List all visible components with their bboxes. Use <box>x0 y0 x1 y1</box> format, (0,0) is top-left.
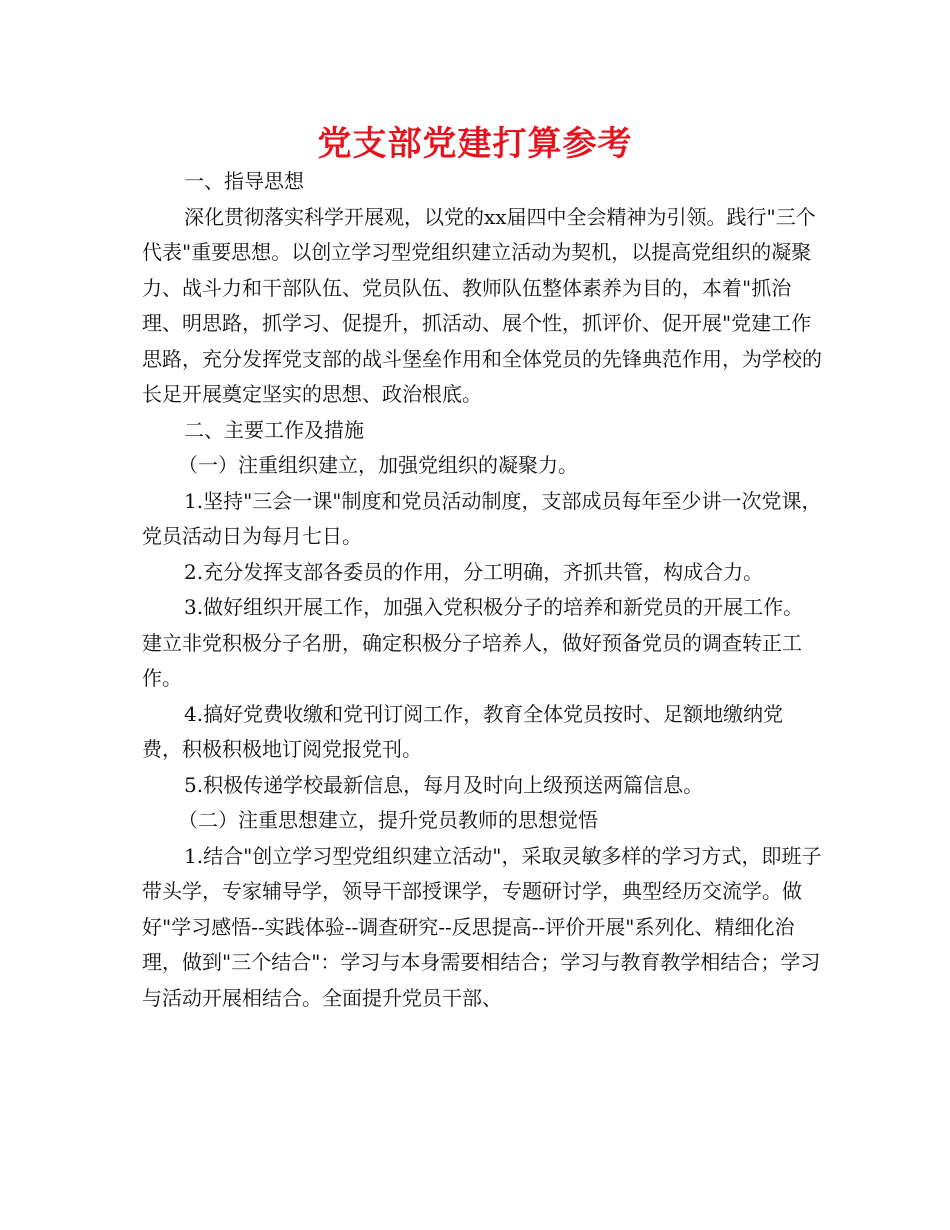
list-item: 1.结合"创立学习型党组织建立活动"，采取灵敏多样的学习方式，即班子带头学，专家辅导学，领导干部授课学，专题研讨学，典型经历交流学。做好"学习感悟--实践体验--调查研究--反思提高--评价开展"系列化、精细化治理，做到"三个结合"：学习与本身需要相结合；学习与教育教学相结合；学习与活动开展相结合。全面提升党员干部、 <box>142 843 822 1010</box>
section-heading-main-work: 二、主要工作及措施 <box>184 417 364 442</box>
subsection-heading-ideology: （二）注重思想建立，提升党员教师的思想觉悟 <box>178 808 598 832</box>
document-title: 党支部党建打算参考 <box>317 124 633 164</box>
paragraph-guiding-thought: 深化贯彻落实科学开展观，以党的xx届四中全会精神为引领。践行"三个代表"重要思想。以创立学习型党组织建立活动为契机，以提高党组织的凝聚力、战斗力和干部队伍、党员队伍、教师队伍整体素养为目的，本着"抓治理、明思路，抓学习、促提升，抓活动、展个性，抓评价、促开展"党建工作思路，充分发挥党支部的战斗堡垒作用和全体党员的先锋典范作用，为学校的长足开展奠定坚实的思想、政治根底。 <box>142 204 822 406</box>
list-item: 4.搞好党费收缴和党刊订阅工作，教育全体党员按时、足额地缴纳党费，积极积极地订阅党报党刊。 <box>142 701 784 761</box>
list-item: 5.积极传递学校最新信息，每月及时向上级预送两篇信息。 <box>184 772 704 797</box>
document-body <box>142 164 822 1016</box>
list-item: 3.做好组织开展工作，加强入党积极分子的培养和新党员的开展工作。建立非党积极分子名册，确定积极分子培养人，做好预备党员的调查转正工作。 <box>142 595 804 690</box>
list-item: 1.坚持"三会一课"制度和党员活动制度，支部成员每年至少讲一次党课，党员活动日为每月七日。 <box>142 488 822 548</box>
subsection-heading-organization: （一）注重组织建立，加强党组织的凝聚力。 <box>178 453 578 477</box>
section-heading-guiding-thought: 一、指导思想 <box>184 169 304 193</box>
list-item: 2.充分发挥支部各委员的作用，分工明确，齐抓共管，构成合力。 <box>184 559 764 584</box>
